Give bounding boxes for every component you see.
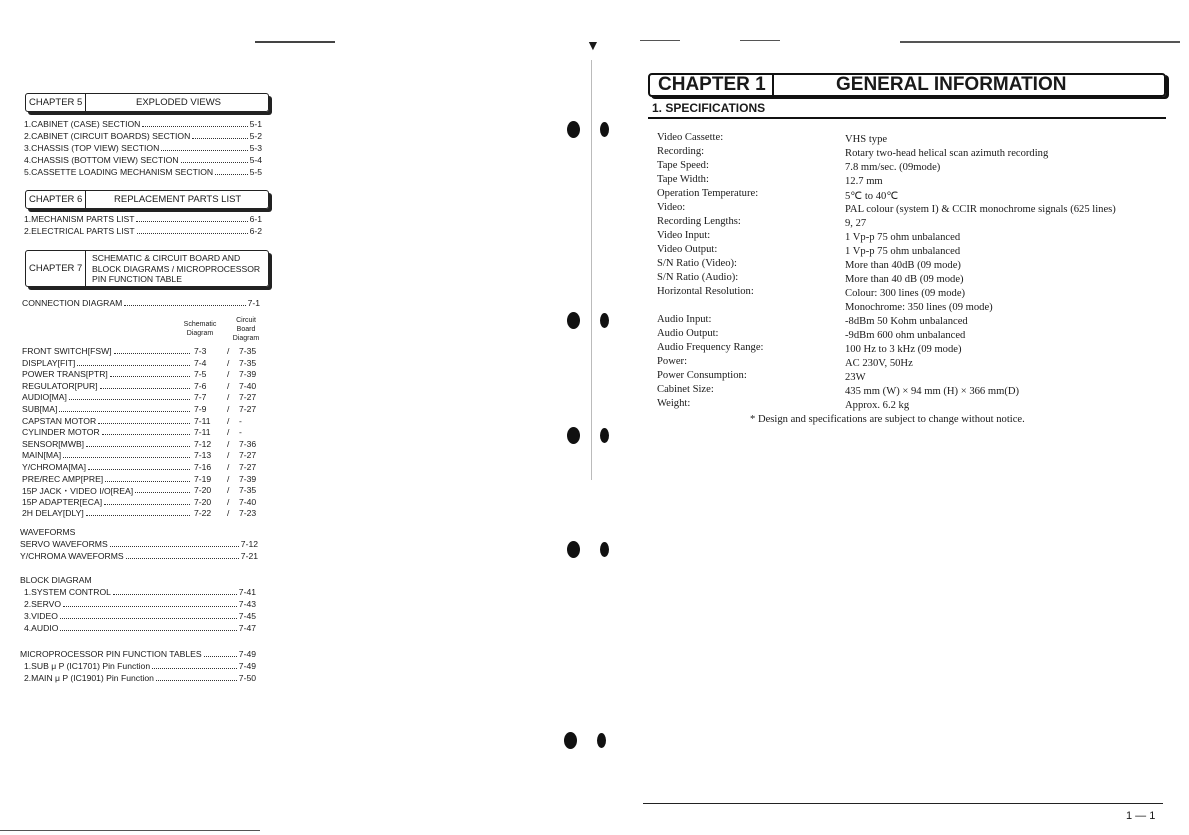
row-label: CYLINDER MOTOR xyxy=(22,427,100,438)
spec-value: 435 mm (W) × 94 mm (H) × 366 mm(D) xyxy=(845,386,1020,397)
schematic-page: 7-4 xyxy=(194,357,207,368)
spec-value: 1 Vp-p 75 ohm unbalanced xyxy=(845,246,961,257)
spec-label: Audio Input: xyxy=(657,314,712,325)
chapter5-header xyxy=(25,93,269,112)
toc-item xyxy=(24,167,262,178)
toc-item xyxy=(24,611,256,622)
spec-label: Video: xyxy=(657,202,686,213)
schematic-row xyxy=(22,416,267,427)
separator: / xyxy=(227,438,230,449)
binder-hole xyxy=(600,428,609,443)
toc-page: 7-45 xyxy=(238,611,256,621)
dot-leader xyxy=(60,630,236,631)
dot-leader xyxy=(98,423,190,424)
schematic-page: 7-20 xyxy=(194,496,212,507)
board-page: 7-27 xyxy=(239,462,257,472)
spec-label: S/N Ratio (Audio): xyxy=(657,272,739,283)
schematic-page: 7-6 xyxy=(194,380,207,391)
row-label: Y/CHROMA[MA] xyxy=(22,462,86,472)
schematic-page: 7-20 xyxy=(194,485,212,496)
section-title: 1. SPECIFICATIONS xyxy=(652,101,766,115)
toc-page: 7-47 xyxy=(238,623,256,633)
toc-page: 5-5 xyxy=(249,167,262,177)
dot-leader xyxy=(113,594,237,595)
toc-item xyxy=(24,226,262,237)
spec-value: 23W xyxy=(845,372,866,383)
toc-label: MICROPROCESSOR PIN FUNCTION TABLES xyxy=(20,649,202,659)
chapter7-title-line: PIN FUNCTION TABLE xyxy=(92,274,182,284)
chapter1-label: CHAPTER 1 xyxy=(650,75,774,95)
board-page: 7-39 xyxy=(239,473,257,484)
spec-value: 100 Hz to 3 kHz (09 mode) xyxy=(845,344,962,355)
toc-micro-tables xyxy=(20,649,256,660)
schematic-page: 7-22 xyxy=(194,508,212,519)
binder-hole xyxy=(567,121,580,138)
dot-leader xyxy=(126,558,239,559)
scan-line-top xyxy=(640,40,680,41)
spec-label: Recording Lengths: xyxy=(657,216,741,227)
dot-leader xyxy=(135,492,190,493)
toc-item xyxy=(20,551,258,562)
separator: / xyxy=(227,369,230,380)
chapter7-title xyxy=(92,253,260,285)
board-page: 7-23 xyxy=(239,508,257,519)
row-label: REGULATOR[PUR] xyxy=(22,380,98,391)
dot-leader xyxy=(152,668,237,669)
toc-item xyxy=(24,661,256,672)
row-label: AUDIO[MA] xyxy=(22,392,67,403)
waveforms-heading: WAVEFORMS xyxy=(20,527,76,537)
separator: / xyxy=(227,404,230,414)
toc-item xyxy=(24,673,256,684)
row-label: FRONT SWITCH[FSW] xyxy=(22,346,112,356)
chapter7-header xyxy=(25,250,269,287)
toc-label: 3.CHASSIS (TOP VIEW) SECTION xyxy=(24,143,160,153)
schematic-row xyxy=(22,439,267,450)
scan-smudge xyxy=(255,41,335,43)
row-label: PRE/REC AMP[PRE] xyxy=(22,473,104,484)
spec-value: 1 Vp-p 75 ohm unbalanced xyxy=(845,232,961,243)
schematic-row xyxy=(22,404,267,415)
dot-leader xyxy=(88,469,190,470)
toc-page: 7-49 xyxy=(238,661,256,671)
board-page: 7-35 xyxy=(239,485,257,496)
chapter5-number: CHAPTER 5 xyxy=(26,94,86,111)
binder-hole xyxy=(567,427,580,444)
dot-leader xyxy=(86,446,190,447)
schematic-page: 7-3 xyxy=(194,346,207,356)
dot-leader xyxy=(63,606,237,607)
separator: / xyxy=(227,357,230,368)
dot-leader xyxy=(110,376,190,377)
toc-label: 1.SYSTEM CONTROL xyxy=(24,587,111,597)
spec-value: PAL colour (system I) & CCIR monochrome signals (625 lines) xyxy=(845,204,1116,215)
dot-leader xyxy=(105,481,190,482)
spec-value: Colour: 300 lines (09 mode) xyxy=(845,288,966,299)
schematic-row xyxy=(22,392,267,403)
column-head-text: Circuit xyxy=(236,317,256,324)
spec-label: Cabinet Size: xyxy=(657,384,714,395)
binder-hole xyxy=(600,313,609,328)
schematic-row xyxy=(22,346,267,357)
schematic-row xyxy=(22,474,267,485)
schematic-row xyxy=(22,462,267,473)
schematic-page: 7-19 xyxy=(194,473,212,484)
dot-leader xyxy=(59,411,190,412)
footnote: * Design and specifications are subject to change without notice. xyxy=(750,414,1025,425)
binder-hole xyxy=(597,733,606,748)
toc-page: 5-2 xyxy=(249,131,262,141)
dot-leader xyxy=(104,504,190,505)
schematic-page: 7-11 xyxy=(194,427,211,438)
schematic-row xyxy=(22,369,267,380)
row-label: POWER TRANS[PTR] xyxy=(22,369,108,380)
board-page: 7-36 xyxy=(239,438,257,449)
toc-label: 2.ELECTRICAL PARTS LIST xyxy=(24,226,135,236)
separator: / xyxy=(227,485,230,496)
column-head-schematic xyxy=(178,320,222,338)
toc-label: Y/CHROMA WAVEFORMS xyxy=(20,551,124,561)
chapter7-title-line: BLOCK DIAGRAMS / MICROPROCESSOR xyxy=(92,263,261,274)
toc-label: 4.CHASSIS (BOTTOM VIEW) SECTION xyxy=(24,155,179,165)
row-label: CAPSTAN MOTOR xyxy=(22,415,97,426)
row-label: SENSOR[MWB] xyxy=(22,438,85,449)
toc-page: 7-50 xyxy=(238,673,256,683)
binder-hole xyxy=(567,541,580,558)
spec-label: Audio Frequency Range: xyxy=(657,342,764,353)
toc-item xyxy=(24,143,262,154)
spec-value: -8dBm 50 Kohm unbalanced xyxy=(845,316,968,327)
chapter6-title: REPLACEMENT PARTS LIST xyxy=(114,194,242,205)
toc-page: 7-1 xyxy=(247,298,260,308)
spec-label: Video Output: xyxy=(657,244,718,255)
footer-rule xyxy=(643,803,1163,804)
spec-label: Tape Speed: xyxy=(657,160,709,171)
column-head-board xyxy=(228,316,264,343)
dot-leader xyxy=(110,546,239,547)
column-head-text: Diagram xyxy=(232,335,260,342)
schematic-row xyxy=(22,358,267,369)
dot-leader xyxy=(60,618,237,619)
row-label: DISPLAY[FIT] xyxy=(22,357,76,368)
spec-label: Tape Width: xyxy=(657,174,709,185)
chapter7-title-line: SCHEMATIC & CIRCUIT BOARD AND xyxy=(92,253,241,263)
schematic-page: 7-5 xyxy=(194,369,207,380)
schematic-page: 7-11 xyxy=(194,415,211,426)
toc-item xyxy=(24,155,262,166)
dot-leader xyxy=(69,399,190,400)
toc-page: 7-12 xyxy=(240,539,258,549)
separator: / xyxy=(227,508,230,519)
spec-value: Rotary two-head helical scan azimuth recording xyxy=(845,148,1049,159)
toc-page: 5-4 xyxy=(249,155,262,165)
column-head-text: Diagram xyxy=(186,330,214,337)
spec-label: Recording: xyxy=(657,146,705,157)
row-label: 15P JACK・VIDEO I/O[REA] xyxy=(22,486,134,497)
schematic-row xyxy=(22,485,267,496)
toc-label: 1.CABINET (CASE) SECTION xyxy=(24,119,141,129)
spec-label: Horizontal Resolution: xyxy=(657,286,754,297)
toc-item xyxy=(24,587,256,598)
spec-label: Weight: xyxy=(657,398,691,409)
toc-item xyxy=(24,599,256,610)
toc-label: 2.CABINET (CIRCUIT BOARDS) SECTION xyxy=(24,131,191,141)
toc-label: 3.VIDEO xyxy=(24,611,58,621)
board-page: 7-39 xyxy=(239,369,257,380)
page-fold-line xyxy=(591,60,592,480)
toc-item xyxy=(24,623,256,634)
section-rule xyxy=(648,117,1166,119)
block-diagram-heading: BLOCK DIAGRAM xyxy=(20,575,92,585)
dot-leader xyxy=(161,150,247,151)
board-page: 7-27 xyxy=(239,392,257,403)
dot-leader xyxy=(136,221,247,222)
toc-page: 6-2 xyxy=(249,226,262,236)
toc-page: 7-49 xyxy=(238,649,256,659)
board-page: - xyxy=(239,415,242,426)
spec-label: S/N Ratio (Video): xyxy=(657,258,737,269)
board-page: 7-40 xyxy=(239,380,257,391)
schematic-page: 7-12 xyxy=(194,438,212,449)
dot-leader xyxy=(63,457,190,458)
toc-label: 1.MECHANISM PARTS LIST xyxy=(24,214,135,224)
dot-leader xyxy=(142,126,247,127)
toc-page: 5-1 xyxy=(249,119,262,129)
row-label: SUB[MA] xyxy=(22,404,58,414)
chapter5-title: EXPLODED VIEWS xyxy=(136,97,221,108)
board-page: 7-27 xyxy=(239,404,257,414)
spec-value: 7.8 mm/sec. (09mode) xyxy=(845,162,941,173)
schematic-row xyxy=(22,497,267,508)
spec-label: Operation Temperature: xyxy=(657,188,759,199)
binder-hole xyxy=(564,732,577,749)
toc-page: 7-41 xyxy=(238,587,256,597)
column-head-text: Schematic xyxy=(183,321,217,328)
separator: / xyxy=(227,380,230,391)
scan-line-bottom xyxy=(0,830,260,831)
separator: / xyxy=(227,450,230,461)
toc-label: 2.MAIN μ P (IC1901) Pin Function xyxy=(24,673,154,683)
spec-value: -9dBm 600 ohm unbalanced xyxy=(845,330,966,341)
separator: / xyxy=(227,473,230,484)
spec-label: Audio Output: xyxy=(657,328,719,339)
binder-hole xyxy=(567,312,580,329)
toc-item xyxy=(24,131,262,142)
chapter1-header xyxy=(648,73,1166,97)
scan-line-top xyxy=(900,41,1180,43)
separator: / xyxy=(227,427,230,438)
schematic-row xyxy=(22,508,267,519)
separator: / xyxy=(227,496,230,507)
chapter6-number: CHAPTER 6 xyxy=(26,191,86,208)
spec-label: Power: xyxy=(657,356,688,367)
dot-leader xyxy=(204,656,237,657)
board-page: 7-27 xyxy=(239,450,257,461)
dot-leader xyxy=(192,138,247,139)
toc-label: SERVO WAVEFORMS xyxy=(20,539,108,549)
chapter1-title: GENERAL INFORMATION xyxy=(836,74,1067,95)
toc-item xyxy=(24,214,262,225)
toc-page: 7-43 xyxy=(238,599,256,609)
spec-value: AC 230V, 50Hz xyxy=(845,358,913,369)
board-page: 7-35 xyxy=(239,346,257,356)
spec-value: VHS type xyxy=(845,134,888,145)
spec-value: More than 40 dB (09 mode) xyxy=(845,274,964,285)
schematic-page: 7-7 xyxy=(194,392,207,403)
row-label: 2H DELAY[DLY] xyxy=(22,508,84,519)
toc-page: 5-3 xyxy=(249,143,262,153)
page-number: 1 — 1 xyxy=(1126,810,1156,822)
toc-label: 2.SERVO xyxy=(24,599,62,609)
column-head-text: Board xyxy=(236,326,256,333)
binder-hole xyxy=(600,122,609,137)
spec-label: Video Input: xyxy=(657,230,711,241)
schematic-row xyxy=(22,450,267,461)
chapter6-header xyxy=(25,190,269,209)
dot-leader xyxy=(124,305,245,306)
spec-value: Approx. 6.2 kg xyxy=(845,400,910,411)
dot-leader xyxy=(181,162,248,163)
dot-leader xyxy=(156,680,237,681)
spec-value: 12.7 mm xyxy=(845,176,883,187)
chapter7-number: CHAPTER 7 xyxy=(26,251,86,286)
scan-mark-arrow: ▼ xyxy=(586,37,600,53)
dot-leader xyxy=(215,174,247,175)
toc-label: 4.AUDIO xyxy=(24,623,59,633)
dot-leader xyxy=(137,233,248,234)
toc-page: 6-1 xyxy=(249,214,262,224)
dot-leader xyxy=(77,365,190,366)
schematic-row xyxy=(22,427,267,438)
board-page: - xyxy=(239,427,242,438)
toc-label: CONNECTION DIAGRAM xyxy=(22,298,123,308)
scan-line-top xyxy=(740,40,780,41)
schematic-page: 7-13 xyxy=(194,450,212,461)
toc-item xyxy=(24,119,262,130)
toc-connection-diagram xyxy=(22,298,260,309)
dot-leader xyxy=(86,515,190,516)
schematic-page: 7-16 xyxy=(194,462,212,472)
binder-hole xyxy=(600,542,609,557)
spec-value: 9, 27 xyxy=(845,218,867,229)
dot-leader xyxy=(102,434,190,435)
separator: / xyxy=(227,415,230,426)
toc-label: 1.SUB μ P (IC1701) Pin Function xyxy=(24,661,151,671)
spec-value: Monochrome: 350 lines (09 mode) xyxy=(845,302,993,313)
separator: / xyxy=(227,346,230,356)
spec-label: Video Cassette: xyxy=(657,132,724,143)
dot-leader xyxy=(100,388,190,389)
separator: / xyxy=(227,462,230,472)
schematic-row xyxy=(22,381,267,392)
board-page: 7-40 xyxy=(239,496,257,507)
schematic-page: 7-9 xyxy=(194,404,207,414)
spec-value: 5℃ to 40℃ xyxy=(845,191,899,202)
spec-label: Power Consumption: xyxy=(657,370,747,381)
toc-label: 5.CASSETTE LOADING MECHANISM SECTION xyxy=(24,167,214,177)
row-label: 15P ADAPTER[ECA] xyxy=(22,496,103,507)
row-label: MAIN[MA] xyxy=(22,450,62,461)
toc-item xyxy=(20,539,258,550)
spec-value: More than 40dB (09 mode) xyxy=(845,260,961,271)
toc-page: 7-21 xyxy=(240,551,258,561)
dot-leader xyxy=(114,353,190,354)
separator: / xyxy=(227,392,230,403)
board-page: 7-35 xyxy=(239,357,257,368)
